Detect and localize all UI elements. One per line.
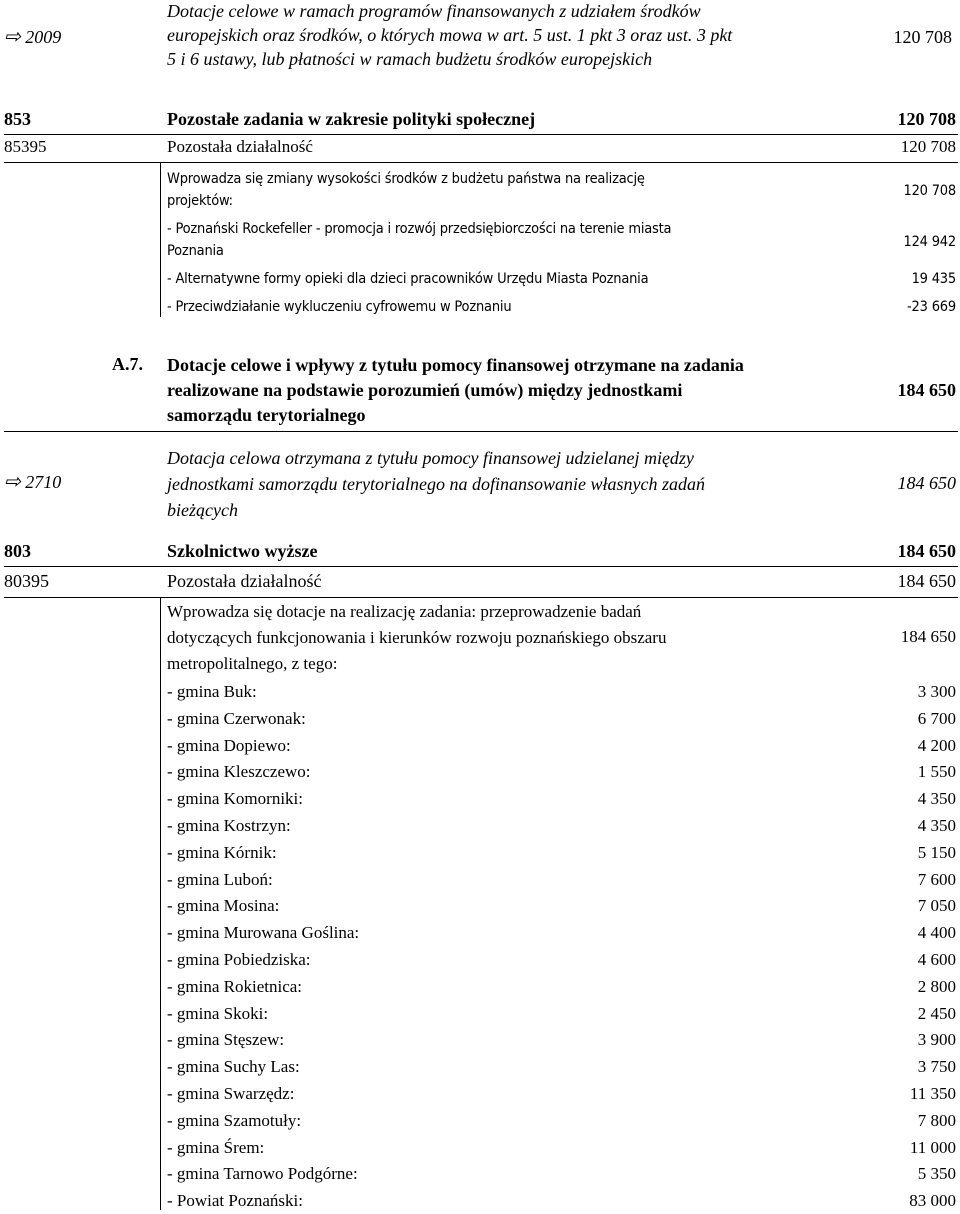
dzial-name: Szkolnictwo wyższe <box>167 541 318 561</box>
project-item: - Poznański Rockefeller - promocja i rozwój przedsiębiorczości na terenie miasta Poznania <box>167 221 672 259</box>
gmina-name: - gmina Skoki: <box>167 1003 269 1023</box>
gmina-amount: 7 800 <box>917 1110 956 1130</box>
gmina-row <box>167 893 956 919</box>
dzial-code: 853 <box>4 109 31 129</box>
gmina-amount: 4 400 <box>917 923 956 943</box>
gmina-name: - gmina Stęszew: <box>167 1030 285 1050</box>
gmina-name: - gmina Pobiedziska: <box>167 950 311 969</box>
arrow-right-icon: ⇨ <box>4 26 21 48</box>
gmina-row <box>167 1135 956 1161</box>
gmina-name: - gmina Śrem: <box>167 1137 265 1157</box>
project-item: - Przeciwdziałanie wykluczeniu cyfrowemu w Poznaniu <box>167 299 512 315</box>
gmina-amount: 4 350 <box>917 789 956 809</box>
gmina-name: - gmina Kostrzyn: <box>167 816 291 835</box>
gmina-name: - gmina Rokietnica: <box>167 976 303 996</box>
gmina-amount: 1 550 <box>917 762 956 782</box>
gmina-amount: 2 800 <box>917 976 956 996</box>
gmina-row <box>167 1054 956 1080</box>
divider <box>4 134 958 135</box>
description-line: 5 i 6 ustawy, lub płatności w ramach budżetu środków europejskich <box>167 49 653 69</box>
gmina-name: - gmina Buk: <box>167 682 257 701</box>
gmina-amount: 83 000 <box>909 1191 956 1211</box>
gmina-amount: 5 150 <box>917 842 956 862</box>
gmina-amount: 4 350 <box>917 816 956 835</box>
changes-intro-amount: 120 708 <box>903 183 956 199</box>
gmina-amount: 3 300 <box>917 682 956 701</box>
gmina-row <box>167 947 956 973</box>
gmina-row <box>167 706 956 732</box>
rozdzial-name: Pozostała działalność <box>167 137 313 156</box>
gmina-amount: 11 350 <box>909 1084 956 1103</box>
gmina-name: - gmina Szamotuły: <box>167 1110 302 1130</box>
section-label-a7: A.7. <box>112 354 143 374</box>
section-a7-amount: 184 650 <box>897 380 956 400</box>
divider <box>4 597 958 598</box>
dzial-amount: 120 708 <box>897 109 956 129</box>
gmina-name: - gmina Murowana Goślina: <box>167 923 360 943</box>
gmina-name: - gmina Dopiewo: <box>167 735 291 755</box>
divider <box>4 566 958 567</box>
gmina-name: - gmina Czerwonak: <box>167 708 306 728</box>
rozdzial-name: Pozostała działalność <box>167 571 322 591</box>
paragraph-2009: ⇨ 2009 <box>4 26 62 48</box>
gmina-amount: 5 350 <box>917 1164 956 1184</box>
gmina-row <box>167 1188 956 1214</box>
arrow-right-icon: ⇨ <box>4 471 21 493</box>
gmina-amount: 4 200 <box>917 735 956 755</box>
gmina-amount: 3 750 <box>917 1057 956 1077</box>
gmina-name: - gmina Tarnowo Podgórne: <box>167 1164 358 1184</box>
gmina-amount: 3 900 <box>917 1030 956 1050</box>
divider <box>4 431 958 432</box>
section-2009-description <box>167 0 732 71</box>
gmina-amount: 4 600 <box>917 950 956 969</box>
gmina-row <box>167 759 956 785</box>
gmina-name: - Powiat Poznański: <box>167 1191 303 1211</box>
gmina-row <box>167 920 956 946</box>
gmina-row <box>167 786 956 812</box>
gmina-row <box>167 1081 956 1107</box>
dotacje-intro-amount: 184 650 <box>900 627 956 646</box>
gmina-row <box>167 679 956 705</box>
section-2710-amount: 184 650 <box>897 473 956 493</box>
gmina-row <box>167 1161 956 1187</box>
gmina-amount: 7 600 <box>917 869 956 889</box>
divider <box>4 162 958 163</box>
gmina-name: - gmina Swarzędz: <box>167 1084 295 1103</box>
gmina-name: - gmina Komorniki: <box>167 789 303 809</box>
description-line: europejskich oraz środków, o których mowa w art. 5 ust. 1 pkt 3 oraz ust. 3 pkt <box>167 25 733 45</box>
gmina-row <box>167 733 956 759</box>
changes-intro: Wprowadza się zmiany wysokości środków z budżetu państwa na realizację projektów: <box>167 171 645 209</box>
gmina-name: - gmina Kórnik: <box>167 842 277 862</box>
section-2710-description: Dotacja celowa otrzymana z tytułu pomocy finansowej udzielanej między jednostkami samorządu terytorialnego na dofinansowanie własnych zadań bieżących <box>167 448 705 520</box>
gmina-amount: 6 700 <box>917 708 956 728</box>
rozdzial-code: 85395 <box>4 137 47 156</box>
gmina-row <box>167 1108 956 1134</box>
section-2009-amount: 120 708 <box>893 27 952 47</box>
gmina-name: - gmina Mosina: <box>167 896 280 916</box>
column-divider <box>160 162 161 317</box>
dotacje-intro: Wprowadza się dotacje na realizację zadania: przeprowadzenie badań dotyczących funkcjonowania i kierunków rozwoju poznańskiego obszaru metropolitalnego, z tego: <box>167 602 667 673</box>
project-amount: -23 669 <box>907 299 956 315</box>
description-line: Dotacje celowe w ramach programów finansowanych z udziałem środków <box>167 1 701 21</box>
rozdzial-amount: 184 650 <box>897 571 956 591</box>
paragraph-2710: ⇨ 2710 <box>4 471 62 493</box>
gmina-name: - gmina Kleszczewo: <box>167 762 311 782</box>
gmina-amount: 7 050 <box>917 896 956 916</box>
gmina-row <box>167 1001 956 1027</box>
gmina-name: - gmina Luboń: <box>167 869 273 889</box>
rozdzial-code: 80395 <box>4 571 49 591</box>
gmina-row <box>167 1027 956 1053</box>
rozdzial-amount: 120 708 <box>900 137 956 156</box>
project-item: - Alternatywne formy opieki dla dzieci pracowników Urzędu Miasta Poznania <box>167 271 649 287</box>
column-divider <box>160 597 161 1210</box>
section-a7-description: Dotacje celowe i wpływy z tytułu pomocy finansowej otrzymane na zadania realizowane na podstawie porozumień (umów) między jednostkami samorządu terytorialnego <box>167 355 744 425</box>
dzial-code: 803 <box>4 541 31 561</box>
dzial-amount: 184 650 <box>897 541 956 561</box>
gmina-row <box>167 867 956 893</box>
dzial-name: Pozostałe zadania w zakresie polityki społecznej <box>167 109 536 129</box>
gmina-amount: 11 000 <box>909 1137 956 1157</box>
gmina-name: - gmina Suchy Las: <box>167 1057 300 1077</box>
gmina-amount: 2 450 <box>917 1003 956 1023</box>
gmina-row <box>167 840 956 866</box>
project-amount: 19 435 <box>911 271 956 287</box>
gmina-row <box>167 813 956 839</box>
project-amount: 124 942 <box>903 234 956 250</box>
gmina-row <box>167 974 956 1000</box>
